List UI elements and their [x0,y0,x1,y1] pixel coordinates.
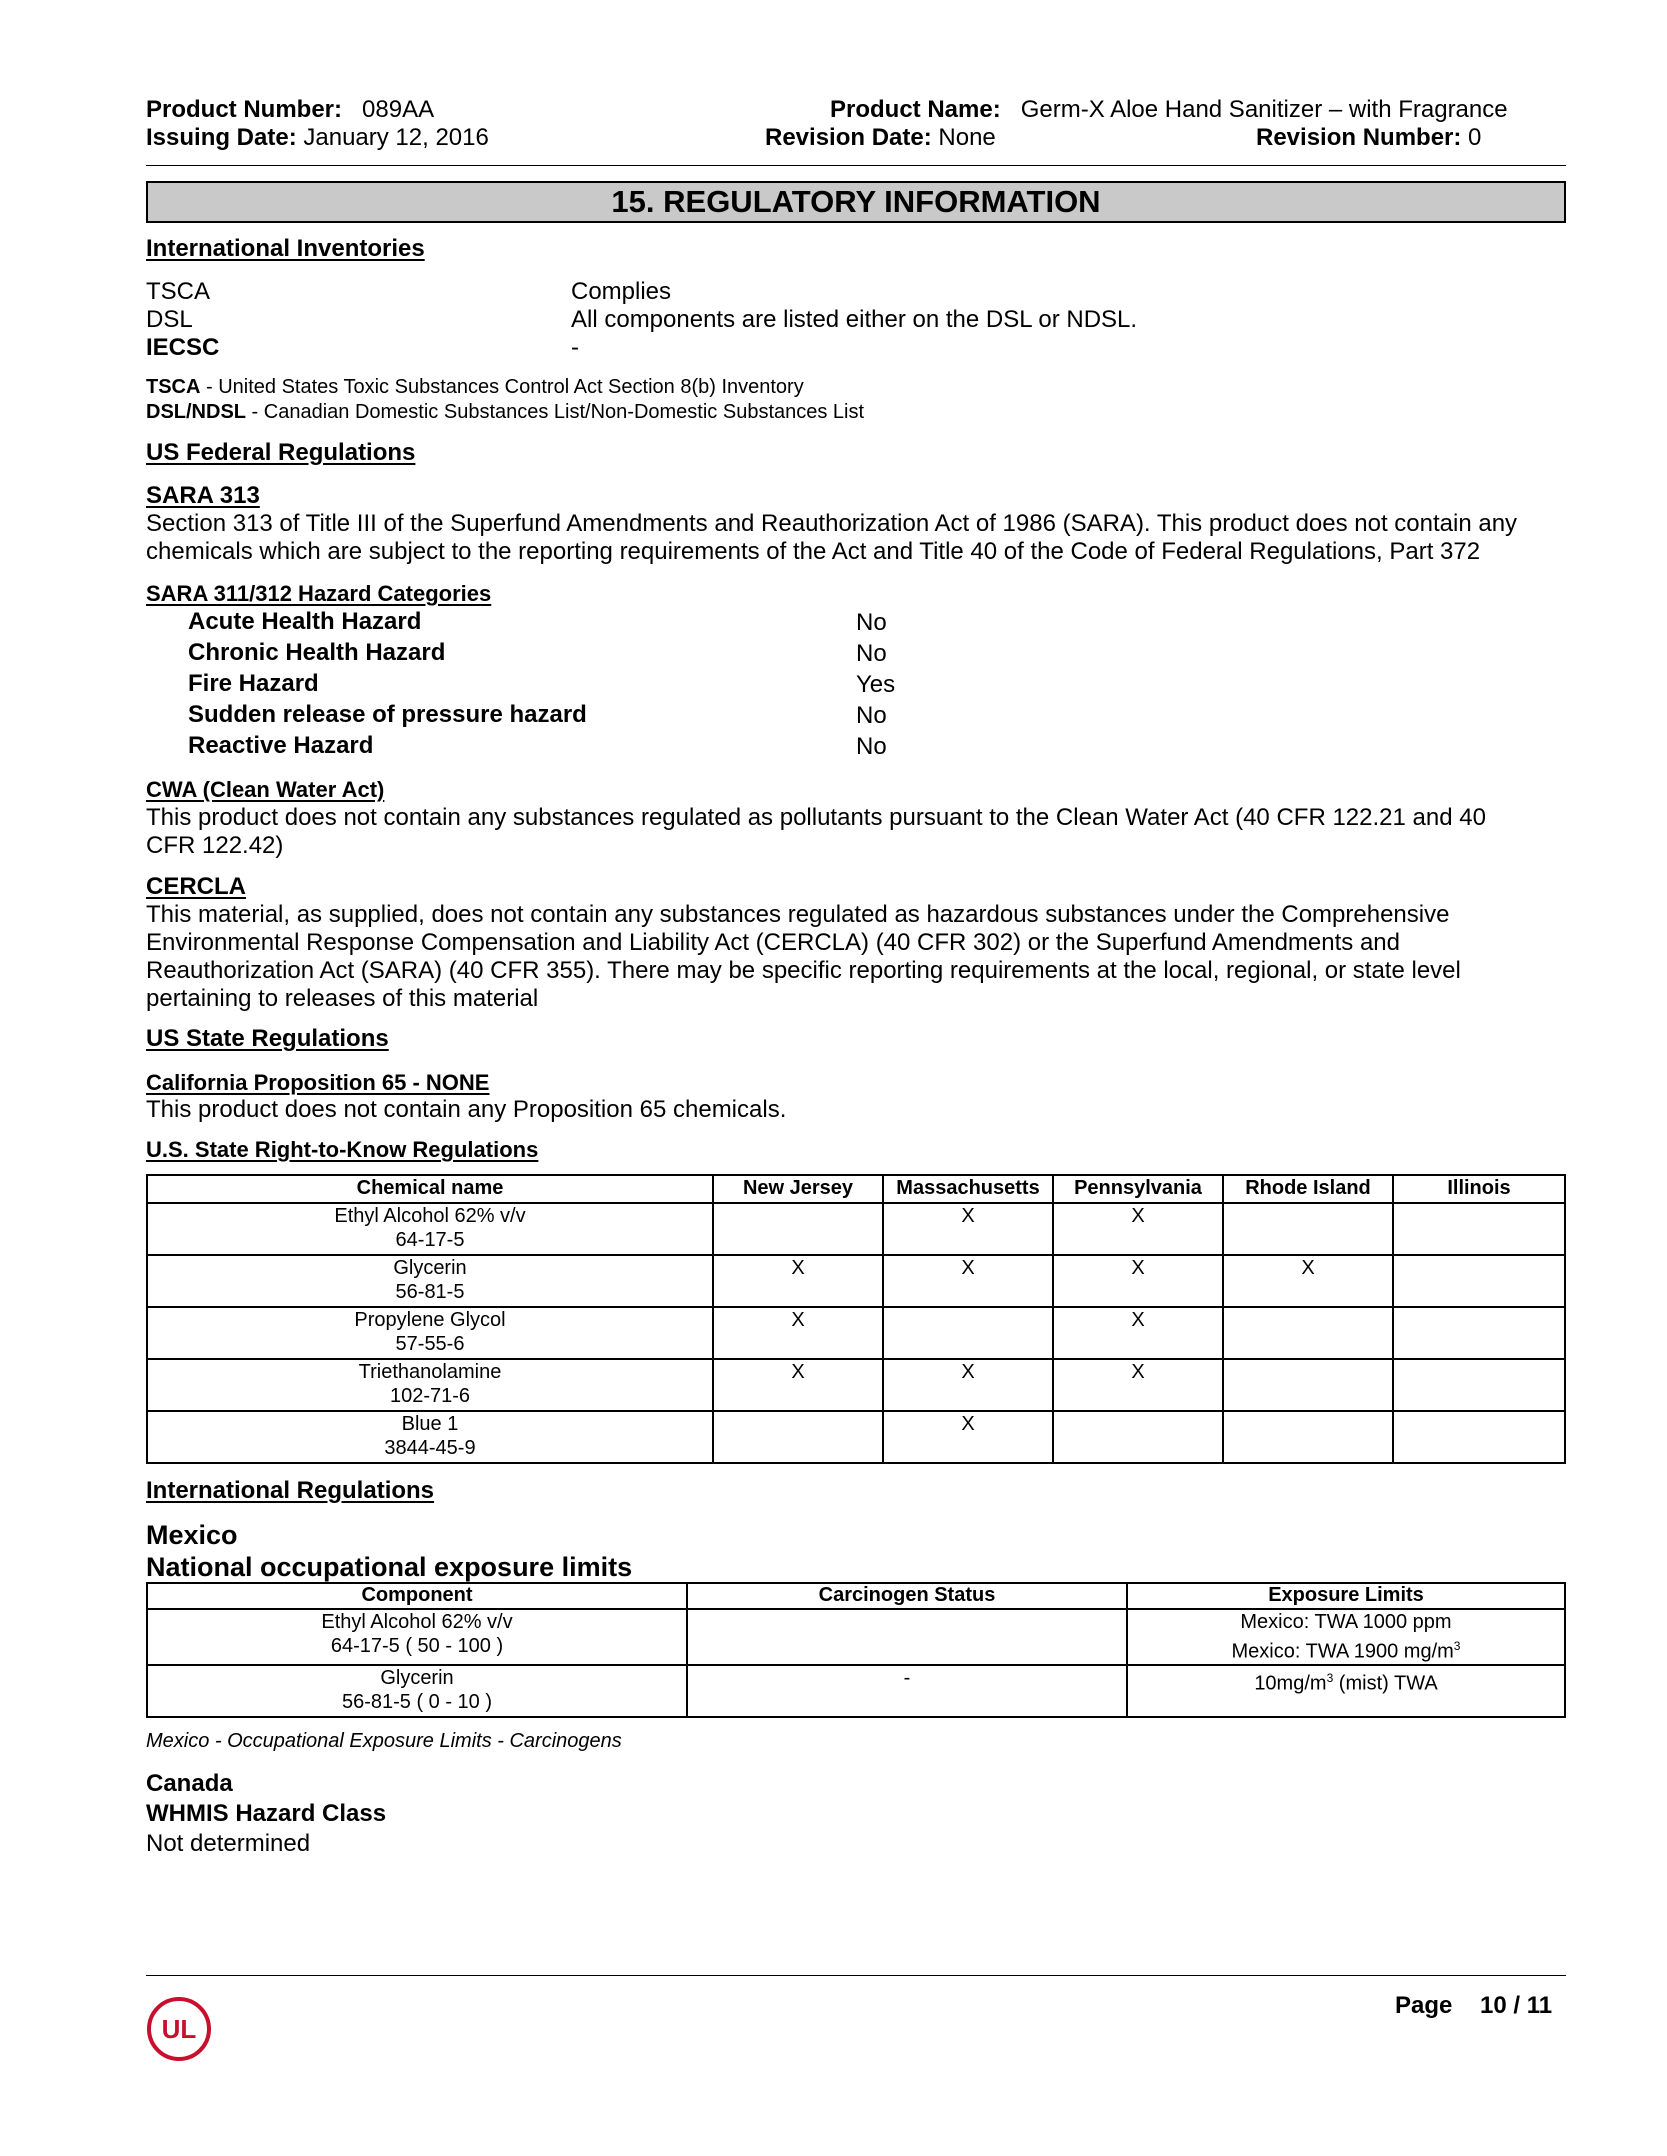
mark-cell: X [1053,1203,1223,1255]
mark-cell [1393,1203,1565,1255]
chemical-name: Ethyl Alcohol 62% v/v [334,1205,526,1227]
product-number-label: Product Number: [146,96,343,123]
mark-cell [1223,1411,1393,1463]
whmis-value: Not determined [146,1830,311,1857]
table-row [147,1609,1565,1665]
sara313-heading: SARA 313 [146,482,260,509]
cercla-heading: CERCLA [146,873,246,900]
table-row [147,1203,1565,1255]
ul-logo-icon [146,1996,212,2062]
component-cas: 56-81-5 ( 0 - 10 ) [341,1690,493,1713]
col-header: Pennsylvania [1053,1175,1223,1203]
mexico-heading: Mexico [146,1520,238,1550]
carcinogen-status: - [687,1665,1127,1717]
product-number [146,96,434,124]
mark-cell: X [883,1359,1053,1411]
revision-date-value: None [938,124,996,151]
limit-text: Mexico: TWA 1900 mg/m [1231,1640,1454,1663]
inventory-value-iecsc: - [571,334,579,361]
header-divider [146,165,1566,166]
inventory-value-tsca: Complies [571,278,672,305]
mark-cell [713,1411,883,1463]
component-cell [147,1609,687,1665]
hazard-label: Chronic Health Hazard [188,639,446,666]
note-text: - Canadian Domestic Substances List/Non-Domestic Substances List [246,401,865,423]
component-name: Glycerin [380,1666,454,1689]
product-name [830,96,1508,124]
inventory-label-dsl: DSL [146,306,193,333]
whmis-heading: WHMIS Hazard Class [146,1800,387,1827]
canada-heading: Canada [146,1770,233,1797]
chemical-cell [147,1307,713,1359]
revision-number [1256,124,1481,152]
col-header: Massachusetts [883,1175,1053,1203]
cwa-text-line1: This product does not contain any substances regulated as pollutants pursuant to the Clean Water Act (40 CFR 122.21 and 40 [146,804,1486,831]
mark-cell [1393,1307,1565,1359]
mark-cell: X [713,1307,883,1359]
col-header: New Jersey [713,1175,883,1203]
exposure-limit-line [1128,1634,1564,1664]
col-header: Rhode Island [1223,1175,1393,1203]
inventory-note-tsca [146,375,804,399]
hazard-label: Fire Hazard [188,670,319,697]
hazard-value: No [856,733,887,760]
footer-divider [146,1975,1566,1976]
rtk-heading: U.S. State Right-to-Know Regulations [146,1137,539,1162]
intl-inventories-heading: International Inventories [146,235,425,262]
rtk-header-row [147,1175,1565,1203]
limit-text: (mist) TWA [1333,1672,1438,1695]
issuing-date-value: January 12, 2016 [303,124,489,151]
table-row [147,1359,1565,1411]
component-cell [147,1665,687,1717]
note-abbr: DSL/NDSL [146,401,246,423]
exposure-limit-line [1128,1666,1564,1696]
hazard-value: No [856,640,887,667]
cas-number: 57-55-6 [395,1333,465,1355]
cercla-text-line: This material, as supplied, does not contain any substances regulated as hazardous substances under the Comprehensive [146,901,1450,928]
revision-date [765,124,996,152]
us-federal-heading: US Federal Regulations [146,439,416,466]
col-header: Exposure Limits [1127,1583,1565,1609]
chemical-cell [147,1411,713,1463]
chemical-name: Blue 1 [401,1413,459,1435]
hazard-value: Yes [856,671,896,698]
sara313-text-line1: Section 313 of Title III of the Superfund Amendments and Reauthorization Act of 1986 (SARA). This product does not contain any [146,510,1518,537]
table-row [147,1307,1565,1359]
chemical-cell [147,1359,713,1411]
mexico-subheading: National occupational exposure limits [146,1552,633,1582]
sara311-heading: SARA 311/312 Hazard Categories [146,581,492,606]
mexico-header-row [147,1583,1565,1609]
note-text: - United States Toxic Substances Control Act Section 8(b) Inventory [200,376,804,398]
col-header: Chemical name [147,1175,713,1203]
limit-superscript: 3 [1453,1639,1461,1653]
mark-cell [1223,1359,1393,1411]
sara313-text-line2: chemicals which are subject to the reporting requirements of the Act and Title 40 of the Code of Federal Regulations, Part 372 [146,538,1481,565]
hazard-value: No [856,609,887,636]
revision-number-label: Revision Number: [1256,124,1462,151]
chemical-cell [147,1203,713,1255]
table-row [147,1411,1565,1463]
section-title: 15. REGULATORY INFORMATION [146,181,1566,223]
ul-logo-text: UL [161,2014,197,2044]
chemical-cell [147,1255,713,1307]
product-name-value: Germ-X Aloe Hand Sanitizer – with Fragrance [1020,96,1508,123]
mark-cell: X [1053,1359,1223,1411]
mark-cell: X [1053,1255,1223,1307]
product-number-value: 089AA [362,96,435,123]
issuing-date [146,124,489,152]
intl-regulations-heading: International Regulations [146,1477,435,1504]
mark-cell [1223,1307,1393,1359]
cwa-text-line2: CFR 122.42) [146,832,284,859]
hazard-label: Acute Health Hazard [188,608,422,635]
page-label: Page [1395,1992,1453,2019]
mark-cell [1393,1411,1565,1463]
inventory-label-tsca: TSCA [146,278,211,305]
mark-cell [1393,1255,1565,1307]
mark-cell [1053,1411,1223,1463]
mexico-exposure-table [146,1582,1566,1718]
issuing-date-label: Issuing Date: [146,124,297,151]
note-abbr: TSCA [146,376,201,398]
chemical-name: Glycerin [393,1257,467,1279]
mark-cell: X [883,1203,1053,1255]
inventory-value-dsl: All components are listed either on the DSL or NDSL. [571,306,1138,333]
chemical-name: Propylene Glycol [354,1309,506,1331]
mark-cell: X [713,1359,883,1411]
cwa-heading: CWA (Clean Water Act) [146,777,385,802]
cercla-text-line: Environmental Response Compensation and Liability Act (CERCLA) (40 CFR 302) or the Superfund Amendments and [146,929,1400,956]
table-row [147,1665,1565,1717]
component-cas: 64-17-5 ( 50 - 100 ) [330,1635,504,1657]
col-header: Illinois [1393,1175,1565,1203]
cas-number: 64-17-5 [395,1229,465,1251]
mark-cell [883,1307,1053,1359]
mark-cell [713,1203,883,1255]
limit-text: 10mg/m [1254,1672,1327,1695]
page-number: 10 / 11 [1480,1992,1553,2019]
mark-cell [1393,1359,1565,1411]
mexico-note: Mexico - Occupational Exposure Limits - Carcinogens [146,1730,622,1752]
mark-cell [1223,1203,1393,1255]
exposure-limit-line: Mexico: TWA 1000 ppm [1240,1611,1452,1633]
prop65-text: This product does not contain any Proposition 65 chemicals. [146,1096,787,1123]
cas-number: 3844-45-9 [384,1437,476,1459]
carcinogen-status [687,1609,1127,1665]
exposure-limits-cell [1127,1609,1565,1665]
product-name-label: Product Name: [830,96,1001,123]
mark-cell: X [713,1255,883,1307]
revision-number-value: 0 [1468,124,1482,151]
col-header: Carcinogen Status [687,1583,1127,1609]
hazard-label: Reactive Hazard [188,732,374,759]
mark-cell: X [1053,1307,1223,1359]
cercla-text-line: Reauthorization Act (SARA) (40 CFR 355). There may be specific reporting requirements at the local, regional, or state level [146,957,1461,984]
cercla-text-line: pertaining to releases of this material [146,985,539,1012]
inventory-note-dsl [146,400,864,424]
inventory-label-iecsc: IECSC [146,334,220,361]
prop65-heading: California Proposition 65 - NONE [146,1070,490,1095]
hazard-label: Sudden release of pressure hazard [188,701,587,728]
hazard-value: No [856,702,887,729]
limit-superscript: 3 [1326,1670,1334,1685]
cas-number: 56-81-5 [395,1281,465,1303]
exposure-limits-cell [1127,1665,1565,1717]
cas-number: 102-71-6 [389,1385,471,1407]
mark-cell: X [1223,1255,1393,1307]
component-name: Ethyl Alcohol 62% v/v [321,1611,513,1633]
revision-date-label: Revision Date: [765,124,932,151]
mark-cell: X [883,1255,1053,1307]
us-state-heading: US State Regulations [146,1025,389,1052]
col-header: Component [147,1583,687,1609]
rtk-table [146,1174,1566,1464]
mark-cell: X [883,1411,1053,1463]
chemical-name: Triethanolamine [358,1361,502,1383]
table-row [147,1255,1565,1307]
